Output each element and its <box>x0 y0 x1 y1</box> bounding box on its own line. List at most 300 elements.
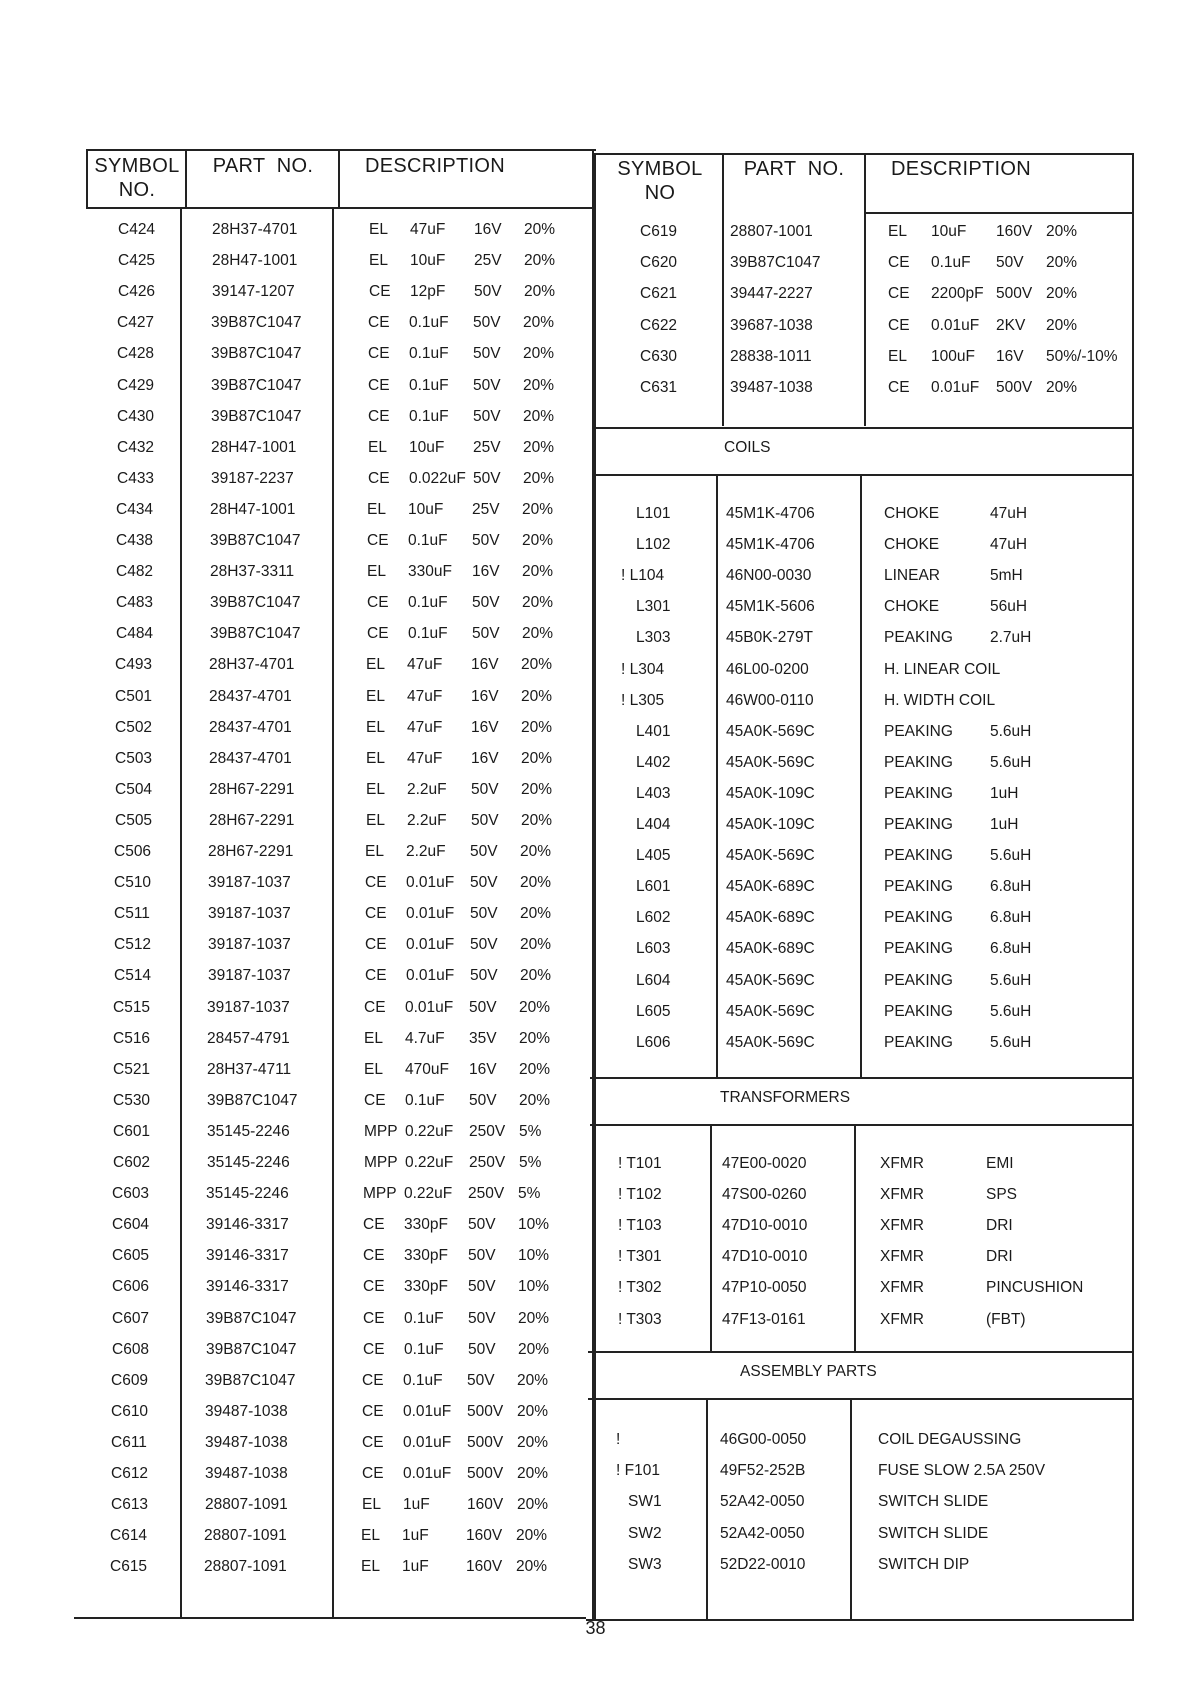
voltage-cell: 50V <box>473 314 501 332</box>
symbol-cell: C619 <box>640 223 678 240</box>
voltage-cell: 50V <box>470 936 498 954</box>
description-cell: PEAKING <box>884 878 953 896</box>
voltage-cell: 16V <box>471 749 499 767</box>
type-cell: EL <box>364 1060 383 1078</box>
tolerance-cell: 20% <box>517 1433 549 1451</box>
assembly-section-top-rule <box>588 1351 1134 1353</box>
symbol-cell: SW2 <box>628 1524 662 1542</box>
transformers-section-top-rule <box>590 1077 1134 1079</box>
value-cell: 5.6uH <box>990 847 1032 865</box>
part-number-cell: 46N00-0030 <box>726 567 812 585</box>
value-cell: 0.1uF <box>931 254 971 272</box>
part-number-cell: 45A0K-109C <box>726 784 815 802</box>
assembly-divider-2 <box>850 1400 852 1620</box>
part-number-cell: 39B87C1047 <box>210 594 301 612</box>
part-number-cell: 39B87C1047 <box>207 1091 298 1109</box>
part-number-cell: 39146-3317 <box>206 1216 289 1234</box>
description-cell: SWITCH SLIDE <box>878 1493 989 1511</box>
value-cell: 0.1uF <box>404 1340 444 1358</box>
tolerance-cell: 20% <box>522 500 554 518</box>
part-number-cell: 52D22-0010 <box>720 1555 806 1573</box>
part-number-cell: 47S00-0260 <box>722 1186 807 1204</box>
part-number-cell: 39687-1038 <box>730 316 813 334</box>
value-cell: 47uF <box>407 718 443 736</box>
assembly-divider-1 <box>706 1400 708 1620</box>
value-cell: PINCUSHION <box>986 1279 1084 1297</box>
type-cell: CE <box>369 283 391 301</box>
part-number-cell: 39B87C1047 <box>730 254 821 272</box>
transformers-divider-1 <box>710 1126 712 1351</box>
part-number-cell: 45M1K-5606 <box>726 598 815 616</box>
voltage-cell: 16V <box>471 656 499 674</box>
symbol-cell: C430 <box>117 407 155 425</box>
description-cell: XFMR <box>880 1186 924 1204</box>
part-number-cell: 45A0K-569C <box>726 1033 815 1051</box>
part-number-cell: 45A0K-569C <box>726 753 815 771</box>
coils-section-title: COILS <box>724 439 771 456</box>
symbol-cell: L403 <box>636 784 671 802</box>
voltage-cell: 50V <box>473 469 501 487</box>
value-cell: 0.1uF <box>409 314 449 332</box>
tolerance-cell: 20% <box>519 1029 551 1047</box>
description-cell: SWITCH SLIDE <box>878 1524 989 1542</box>
part-number-cell: 39B87C1047 <box>205 1371 296 1389</box>
part-number-cell: 39147-1207 <box>212 283 295 301</box>
symbol-cell: C608 <box>112 1340 150 1358</box>
type-cell: EL <box>361 1527 380 1545</box>
type-cell: CE <box>362 1465 384 1482</box>
type-cell: CE <box>364 998 386 1016</box>
tolerance-cell: 20% <box>519 1060 551 1078</box>
symbol-cell: L603 <box>636 940 671 958</box>
type-cell: CE <box>367 625 389 643</box>
tolerance-cell: 10% <box>518 1247 550 1265</box>
description-cell: PEAKING <box>884 909 953 927</box>
symbol-cell: C605 <box>112 1247 150 1265</box>
tolerance-cell: 20% <box>517 1465 549 1482</box>
coils-section-top-rule <box>594 427 1134 429</box>
value-cell: 5.6uH <box>990 722 1032 740</box>
voltage-cell: 25V <box>474 252 502 270</box>
symbol-cell: C427 <box>117 314 155 332</box>
tolerance-cell: 20% <box>519 1091 551 1109</box>
symbol-cell: C482 <box>116 563 154 581</box>
type-cell: EL <box>368 438 387 456</box>
right-caps-divider-1 <box>722 153 724 426</box>
symbol-cell: C607 <box>112 1309 150 1327</box>
tolerance-cell: 20% <box>523 314 555 332</box>
value-cell: 0.01uF <box>406 905 455 923</box>
type-cell: EL <box>366 780 385 798</box>
part-number-cell: 28H37-4711 <box>207 1060 292 1078</box>
tolerance-cell: 20% <box>521 780 553 798</box>
voltage-cell: 50V <box>472 594 500 612</box>
value-cell: 0.01uF <box>403 1402 452 1420</box>
value-cell: 100uF <box>931 347 975 365</box>
tolerance-cell: 20% <box>521 718 553 736</box>
symbol-cell: L402 <box>636 753 671 771</box>
value-cell: 0.22uF <box>405 1154 454 1171</box>
symbol-cell: C630 <box>640 347 678 365</box>
voltage-cell: 500V <box>467 1433 504 1451</box>
transformers-divider-2 <box>854 1126 856 1351</box>
symbol-cell: C426 <box>118 283 156 301</box>
value-cell: 0.1uF <box>409 376 449 394</box>
value-cell: 1uF <box>402 1558 429 1576</box>
symbol-cell: C511 <box>114 905 150 923</box>
part-number-cell: 39146-3317 <box>206 1278 289 1296</box>
symbol-cell: ! T301 <box>618 1248 662 1266</box>
part-number-cell: 47D10-0010 <box>722 1248 808 1266</box>
part-number-cell: 28807-1091 <box>204 1527 287 1545</box>
page-number: 38 <box>585 1618 606 1638</box>
type-cell: MPP <box>364 1154 398 1171</box>
symbol-cell: L602 <box>636 909 671 927</box>
tolerance-cell: 20% <box>517 1402 549 1420</box>
right-header-part: PART NO. <box>743 158 845 180</box>
symbol-cell: C510 <box>114 874 152 892</box>
symbol-cell: ! L104 <box>621 567 665 585</box>
symbol-cell: C424 <box>118 221 156 238</box>
part-number-cell: 46W00-0110 <box>726 691 814 709</box>
left-table-top-border <box>86 149 596 151</box>
type-cell: EL <box>366 718 385 736</box>
type-cell: CE <box>365 874 387 892</box>
tolerance-cell: 20% <box>518 1309 550 1327</box>
description-cell: CHOKE <box>884 505 940 522</box>
voltage-cell: 16V <box>474 221 502 238</box>
value-cell: EMI <box>986 1155 1014 1172</box>
voltage-cell: 160V <box>467 1496 504 1514</box>
part-number-cell: 52A42-0050 <box>720 1524 805 1542</box>
type-cell: MPP <box>364 1122 398 1140</box>
value-cell: 470uF <box>405 1060 449 1078</box>
voltage-cell: 50V <box>470 967 498 985</box>
value-cell: 5mH <box>990 567 1023 585</box>
value-cell: 330pF <box>404 1247 448 1265</box>
type-cell: EL <box>361 1558 380 1576</box>
value-cell: 5.6uH <box>990 1033 1032 1051</box>
voltage-cell: 50V <box>468 1309 496 1327</box>
value-cell: 4.7uF <box>405 1029 445 1047</box>
value-cell: DRI <box>986 1248 1013 1266</box>
tolerance-cell: 20% <box>521 656 553 674</box>
assembly-section-title: ASSEMBLY PARTS <box>740 1363 877 1380</box>
tolerance-cell: 5% <box>519 1122 542 1140</box>
tolerance-cell: 20% <box>520 936 552 954</box>
symbol-cell: C483 <box>116 594 154 612</box>
value-cell: 0.22uF <box>405 1122 454 1140</box>
symbol-cell: C504 <box>115 780 153 798</box>
symbol-cell: C521 <box>113 1060 151 1078</box>
description-cell: PEAKING <box>884 971 953 989</box>
symbol-cell: ! <box>616 1431 621 1448</box>
voltage-cell: 16V <box>472 563 500 581</box>
voltage-cell: 50V <box>474 283 502 301</box>
part-number-cell: 39487-1038 <box>730 379 813 396</box>
value-cell: 330pF <box>404 1278 448 1296</box>
tolerance-cell: 50%/-10% <box>1046 347 1118 365</box>
description-cell: FUSE SLOW 2.5A 250V <box>878 1462 1046 1480</box>
part-number-cell: 39B87C1047 <box>206 1309 297 1327</box>
value-cell: 0.1uF <box>408 532 448 549</box>
tolerance-cell: 20% <box>522 594 554 612</box>
voltage-cell: 50V <box>472 625 500 643</box>
voltage-cell: 50V <box>471 780 499 798</box>
part-number-cell: 28H67-2291 <box>209 811 295 829</box>
left-table-col-divider-2-body <box>332 209 334 1618</box>
right-caps-divider-2 <box>864 153 866 426</box>
value-cell: 330pF <box>404 1216 448 1234</box>
description-cell: PEAKING <box>884 722 953 740</box>
symbol-cell: C432 <box>117 438 155 456</box>
transformers-section-title: TRANSFORMERS <box>720 1089 851 1106</box>
voltage-cell: 50V <box>469 1091 497 1109</box>
value-cell: 0.1uF <box>408 594 448 612</box>
voltage-cell: 50V <box>996 254 1024 272</box>
tolerance-cell: 5% <box>518 1185 541 1203</box>
type-cell: EL <box>366 811 385 829</box>
symbol-cell: C506 <box>114 843 152 860</box>
description-cell: PEAKING <box>884 629 953 647</box>
part-number-cell: 39B87C1047 <box>211 407 302 425</box>
type-cell: CE <box>362 1433 384 1451</box>
type-cell: EL <box>365 843 384 860</box>
description-cell: XFMR <box>880 1155 924 1172</box>
type-cell: CE <box>363 1247 385 1265</box>
symbol-cell: C620 <box>640 254 678 272</box>
tolerance-cell: 20% <box>517 1371 549 1389</box>
type-cell: CE <box>888 254 910 272</box>
voltage-cell: 160V <box>466 1527 503 1545</box>
type-cell: CE <box>888 379 910 396</box>
voltage-cell: 50V <box>470 874 498 892</box>
symbol-cell: L405 <box>636 847 671 865</box>
voltage-cell: 16V <box>471 718 499 736</box>
value-cell: 0.1uF <box>409 345 449 363</box>
tolerance-cell: 20% <box>523 438 555 456</box>
part-number-cell: 39187-2237 <box>211 469 294 487</box>
voltage-cell: 50V <box>468 1278 496 1296</box>
symbol-cell: SW1 <box>628 1493 662 1511</box>
tolerance-cell: 20% <box>523 345 555 363</box>
type-cell: EL <box>888 223 907 240</box>
symbol-cell: C604 <box>112 1216 150 1234</box>
symbol-cell: SW3 <box>628 1555 662 1573</box>
part-number-cell: 28H37-4701 <box>209 656 295 674</box>
part-number-cell: 45A0K-109C <box>726 816 815 833</box>
symbol-cell: C501 <box>115 687 153 705</box>
symbol-cell: C514 <box>114 967 152 985</box>
part-number-cell: 45M1K-4706 <box>726 536 815 554</box>
symbol-cell: ! T303 <box>618 1310 662 1328</box>
symbol-cell: C438 <box>116 532 154 549</box>
type-cell: CE <box>363 1278 385 1296</box>
part-number-cell: 39B87C1047 <box>206 1340 297 1358</box>
part-number-cell: 28437-4701 <box>209 749 292 767</box>
right-table-header-rule <box>866 212 1134 214</box>
symbol-cell: C516 <box>113 1029 151 1047</box>
part-number-cell: 28437-4701 <box>209 718 292 736</box>
voltage-cell: 50V <box>467 1371 495 1389</box>
tolerance-cell: 20% <box>523 469 555 487</box>
value-cell: 10uF <box>410 252 446 270</box>
tolerance-cell: 20% <box>520 905 552 923</box>
value-cell: 0.01uF <box>406 874 455 892</box>
value-cell: 0.022uF <box>409 469 466 487</box>
tolerance-cell: 20% <box>1046 316 1078 334</box>
part-number-cell: 28437-4701 <box>209 687 292 705</box>
type-cell: CE <box>367 594 389 612</box>
value-cell: 1uH <box>990 784 1019 802</box>
tolerance-cell: 20% <box>521 749 553 767</box>
voltage-cell: 2KV <box>996 316 1026 334</box>
symbol-cell: C609 <box>111 1371 149 1389</box>
type-cell: CE <box>365 967 387 985</box>
left-header-part: PART NO. <box>212 155 314 177</box>
part-number-cell: 28H67-2291 <box>209 780 295 798</box>
type-cell: EL <box>366 656 385 674</box>
type-cell: CE <box>888 316 910 334</box>
part-number-cell: 28807-1091 <box>205 1496 288 1514</box>
part-number-cell: 39B87C1047 <box>210 625 301 643</box>
description-cell: XFMR <box>880 1310 924 1328</box>
type-cell: CE <box>368 407 390 425</box>
symbol-cell: C601 <box>113 1122 151 1140</box>
tolerance-cell: 20% <box>520 874 552 892</box>
value-cell: 0.22uF <box>404 1185 453 1203</box>
value-cell: 0.01uF <box>406 967 455 985</box>
part-number-cell: 39447-2227 <box>730 285 813 303</box>
part-number-cell: 39B87C1047 <box>210 532 301 549</box>
symbol-cell: C613 <box>111 1496 149 1514</box>
type-cell: CE <box>362 1402 384 1420</box>
tolerance-cell: 20% <box>1046 379 1078 396</box>
tolerance-cell: 20% <box>516 1558 548 1576</box>
value-cell: 0.01uF <box>403 1433 452 1451</box>
symbol-cell: C429 <box>117 376 155 394</box>
type-cell: EL <box>367 563 386 581</box>
symbol-cell: C612 <box>111 1465 149 1482</box>
part-number-cell: 39B87C1047 <box>211 345 302 363</box>
left-header-description: DESCRIPTION <box>365 155 505 177</box>
type-cell: MPP <box>363 1185 397 1203</box>
value-cell: 2200pF <box>931 285 984 303</box>
value-cell: 47uF <box>407 656 443 674</box>
symbol-cell: L606 <box>636 1033 671 1051</box>
voltage-cell: 50V <box>468 1216 496 1234</box>
value-cell: 47uF <box>410 221 446 238</box>
tolerance-cell: 20% <box>519 998 551 1016</box>
voltage-cell: 50V <box>470 843 498 860</box>
type-cell: EL <box>364 1029 383 1047</box>
value-cell: DRI <box>986 1217 1013 1235</box>
symbol-cell: ! T101 <box>618 1155 662 1172</box>
voltage-cell: 35V <box>469 1029 497 1047</box>
symbol-cell: C631 <box>640 379 678 396</box>
value-cell: 5.6uH <box>990 971 1032 989</box>
symbol-cell: ! T102 <box>618 1186 662 1204</box>
left-header-symbol: SYMBOL NO. <box>94 155 180 201</box>
voltage-cell: 50V <box>468 1340 496 1358</box>
symbol-cell: C505 <box>115 811 153 829</box>
voltage-cell: 500V <box>996 285 1033 303</box>
description-cell: CHOKE <box>884 536 940 554</box>
symbol-cell: C428 <box>117 345 155 363</box>
value-cell: 330uF <box>408 563 452 581</box>
coils-section-bottom-rule <box>594 474 1134 476</box>
type-cell: EL <box>362 1496 381 1514</box>
symbol-cell: C434 <box>116 500 154 518</box>
part-number-cell: 28H37-3311 <box>210 563 295 581</box>
symbol-cell: C606 <box>112 1278 150 1296</box>
part-number-cell: 28H47-1001 <box>212 252 298 270</box>
voltage-cell: 500V <box>996 379 1033 396</box>
symbol-cell: C614 <box>110 1527 148 1545</box>
voltage-cell: 16V <box>996 347 1024 365</box>
description-cell: PEAKING <box>884 1002 953 1020</box>
symbol-cell: C621 <box>640 285 678 303</box>
symbol-cell: ! T302 <box>618 1279 662 1297</box>
type-cell: CE <box>367 532 389 549</box>
description-cell: XFMR <box>880 1279 924 1297</box>
voltage-cell: 500V <box>467 1465 504 1482</box>
voltage-cell: 250V <box>469 1154 506 1171</box>
part-number-cell: 28H47-1001 <box>210 500 296 518</box>
voltage-cell: 50V <box>469 998 497 1016</box>
value-cell: 6.8uH <box>990 878 1032 896</box>
type-cell: CE <box>368 376 390 394</box>
part-number-cell: 49F52-252B <box>720 1462 806 1480</box>
symbol-cell: ! L304 <box>621 660 665 678</box>
voltage-cell: 50V <box>473 376 501 394</box>
voltage-cell: 160V <box>466 1558 503 1576</box>
value-cell: 0.1uF <box>404 1309 444 1327</box>
part-number-cell: 28838-1011 <box>730 347 812 365</box>
value-cell: 0.01uF <box>931 316 980 334</box>
symbol-cell: L303 <box>636 629 671 647</box>
part-number-cell: 47F13-0161 <box>722 1310 806 1328</box>
part-number-cell: 39187-1037 <box>208 905 291 923</box>
part-number-cell: 35145-2246 <box>206 1185 289 1203</box>
symbol-cell: L604 <box>636 971 671 989</box>
symbol-cell: C603 <box>112 1185 150 1203</box>
tolerance-cell: 10% <box>518 1278 550 1296</box>
part-number-cell: 45M1K-4706 <box>726 505 815 522</box>
tolerance-cell: 20% <box>523 407 555 425</box>
voltage-cell: 50V <box>473 345 501 363</box>
value-cell: 0.1uF <box>408 625 448 643</box>
symbol-cell: C433 <box>117 469 155 487</box>
right-header-symbol: SYMBOL NO <box>617 158 703 204</box>
description-cell: PEAKING <box>884 847 953 865</box>
tolerance-cell: 20% <box>518 1340 550 1358</box>
part-number-cell: 46G00-0050 <box>720 1431 807 1448</box>
part-number-cell: 39146-3317 <box>206 1247 289 1265</box>
type-cell: CE <box>362 1371 384 1389</box>
tolerance-cell: 20% <box>1046 254 1078 272</box>
assembly-section-bottom-rule <box>588 1398 1134 1400</box>
part-number-cell: 47P10-0050 <box>722 1279 807 1297</box>
symbol-cell: L101 <box>636 505 671 522</box>
part-number-cell: 39187-1037 <box>207 998 290 1016</box>
value-cell: 0.01uF <box>931 379 980 396</box>
voltage-cell: 16V <box>471 687 499 705</box>
voltage-cell: 25V <box>472 500 500 518</box>
type-cell: CE <box>365 905 387 923</box>
description-cell: COIL DEGAUSSING <box>878 1431 1022 1448</box>
transformers-section-bottom-rule <box>590 1124 1134 1126</box>
